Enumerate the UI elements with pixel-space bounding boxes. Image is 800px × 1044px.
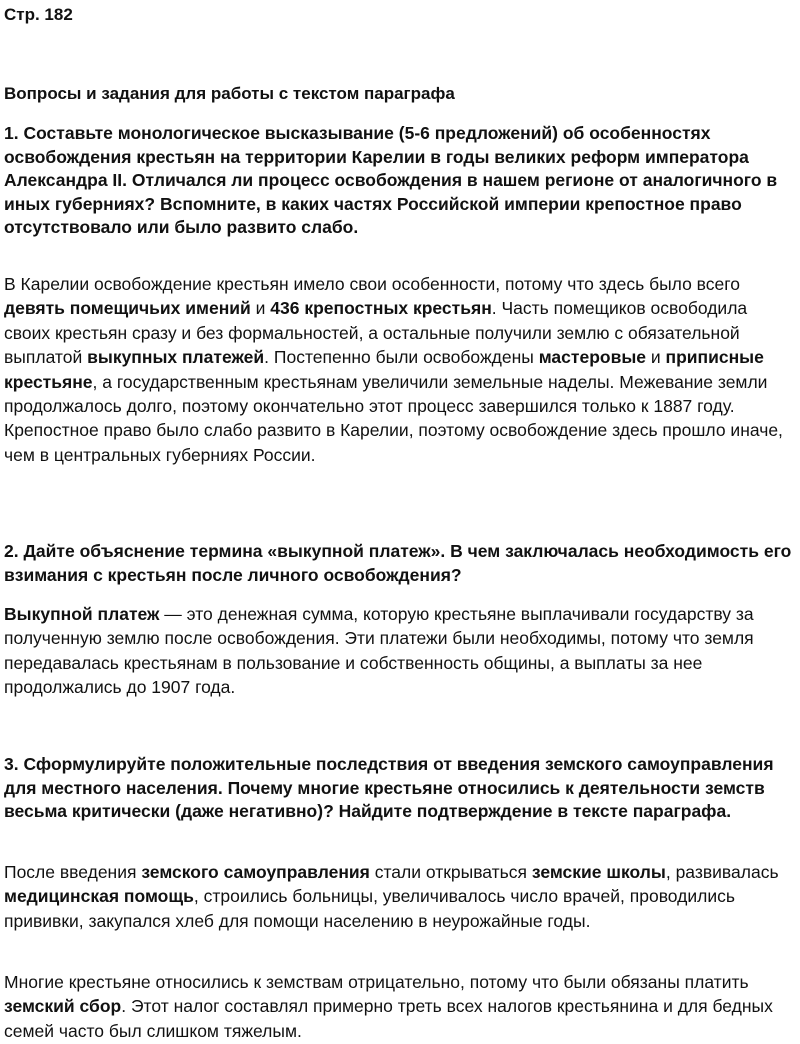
answer-1-bold-estates: девять помещичьих имений — [4, 298, 251, 319]
answer-3-text: стали открываться — [369, 862, 532, 882]
question-2: 2. Дайте объяснение термина «выкупной платеж». В чем заключалась необходимость его взимания с крестьян после личного освобождения? — [4, 541, 792, 585]
section-title: Вопросы и задания для работы с текстом параграфа — [4, 84, 455, 103]
page-label: Стр. 182 — [4, 5, 73, 24]
answer-3-text: , строились больницы, увеличивалось число врачей, проводились прививки, закупался хлеб для помощи населению в неурожайные годы. — [4, 886, 735, 931]
answer-1-text: . Постепенно были освобождены — [264, 347, 539, 368]
answer-3-bold-self-government: земского самоуправления — [141, 862, 370, 882]
answer-4-bold-tax: земский сбор — [4, 996, 122, 1017]
answer-1-bold-payments: выкупных платежей — [87, 347, 265, 368]
answer-2 — [4, 602, 798, 700]
answer-2-bold-term: Выкупной платеж — [4, 604, 160, 624]
answer-3-text: После введения — [4, 862, 142, 882]
answer-3-bold-medical: медицинская помощь — [4, 886, 194, 907]
answer-1-text: и — [250, 298, 271, 319]
answer-3-positive — [4, 860, 798, 933]
answer-1-text: . Часть помещиков освободила своих крестьян сразу и без формальностей, а остальные получили землю с обязательной выплатой — [4, 298, 748, 368]
answer-1-text: , а государственным крестьянам увеличили земельные наделы. Межевание земли продолжалось долго, поэтому окончательно этот процесс завершился только к 1887 году. Крепостное право было слабо развито в Карелии, поэтому освобождение здесь прошло иначе, чем в центральных губерниях России. — [4, 371, 783, 465]
answer-3-bold-schools: земские школы — [531, 862, 666, 882]
answer-4-text: . Этот налог составлял примерно треть всех налогов крестьянина и для бедных семей часто был слишком тяжелым. — [4, 996, 773, 1041]
answer-1-bold-craftsmen: мастеровые — [538, 347, 647, 368]
answer-3-negative — [4, 970, 798, 1043]
answer-1 — [4, 272, 798, 467]
answer-1-bold-serfs: 436 крепостных крестьян — [270, 298, 492, 319]
answer-4-text: Многие крестьяне относились к земствам отрицательно, потому что были обязаны платить — [4, 972, 749, 992]
question-3: 3. Сформулируйте положительные последствия от введения земского самоуправления для местного населения. Почему многие крестьяне относились к деятельности земств весьма критически (даже негативно)? Найдите подтверждение в тексте параграфа. — [4, 754, 774, 822]
answer-1-text: и — [646, 347, 666, 368]
answer-2-text: — это денежная сумма, которую крестьяне выплачивали государству за полученную землю после освобождения. Эти платежи были необходимы, потому что земля передавалась крестьянам в пользование и собственность общины, а выплаты за нее продолжались до 1907 года. — [4, 604, 754, 698]
question-1: 1. Составьте монологическое высказывание (5-6 предложений) об особенностях освобождения крестьян на территории Карелии в годы великих реформ императора Александра II. Отличался ли процесс освобождения в нашем регионе от аналогичного в иных губерниях? Вспомните, в каких частях Российской империи крепостное право отсутствовало или было развито слабо. — [4, 123, 778, 238]
answer-1-text: В Карелии освобождение крестьян имело свои особенности, потому что здесь было всего — [4, 274, 740, 294]
answer-1-bold-assigned-peasants: приписные крестьяне — [4, 347, 764, 392]
answer-3-text: , развивалась — [665, 862, 779, 882]
